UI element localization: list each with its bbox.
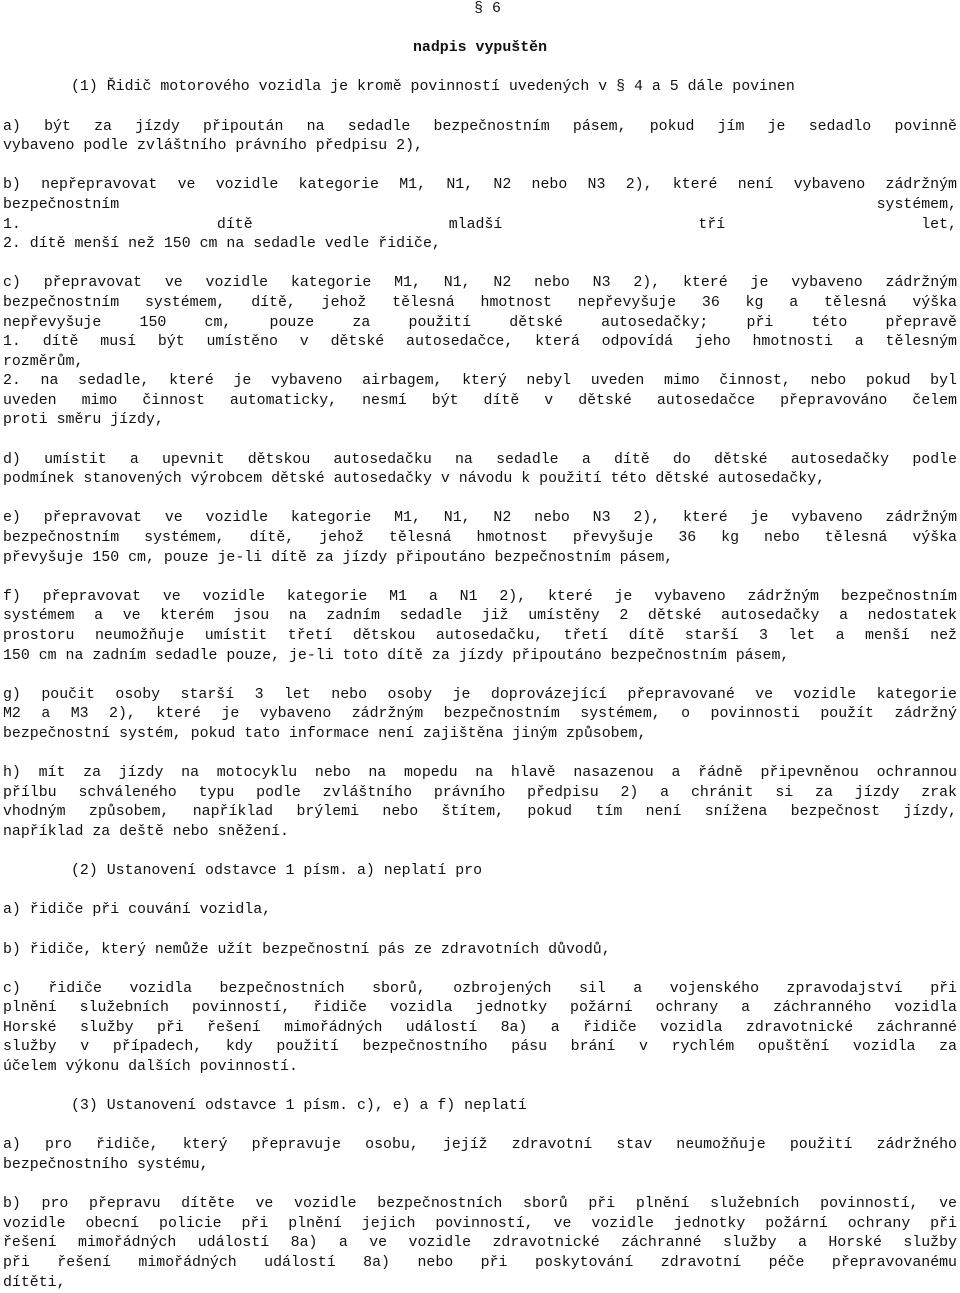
- paragraph-g: [3, 686, 957, 745]
- section-title: nadpis vypuštěn: [412, 40, 548, 57]
- text-line: c) řidiče vozidla bezpečnostních sborů, ozbrojených sil a vojenského zpravodajství při: [3, 980, 957, 997]
- paragraph-b: [3, 176, 957, 254]
- paragraph-p3: [3, 1097, 957, 1117]
- paragraph-p3b: [3, 1195, 957, 1293]
- text-line: převyšuje 150 cm, pouze je-li dítě za jízdy připoutáno bezpečnostním pásem,: [3, 549, 674, 566]
- text-line: (3) Ustanovení odstavce 1 písm. c), e) a f) neplatí: [71, 1098, 527, 1115]
- text-line: (2) Ustanovení odstavce 1 písm. a) neplatí pro: [71, 863, 483, 880]
- paragraph-c: [3, 274, 957, 431]
- text-line: c) přepravovat ve vozidle kategorie M1, N1, N2 nebo N3 2), které je vybaveno zádržným: [3, 275, 957, 292]
- text-line: přílbu schváleného typu podle zvláštního právního předpisu 2) a chránit si za jízdy zrak: [3, 784, 957, 801]
- paragraph-p1: [3, 78, 957, 98]
- text-line: b) pro přepravu dítěte ve vozidle bezpečnostních sborů při plnění služebních povinností, ve: [3, 1196, 957, 1213]
- text-line: b) řidiče, který nemůže užít bezpečnostní pás ze zdravotních důvodů,: [3, 941, 611, 958]
- text-line: systémem a ve kterém jsou na zadním sedadle již umístěny 2 dětské autosedačky a nedostatek: [3, 608, 957, 625]
- text-line: služby v případech, kdy použití bezpečnostního pásu brání v rychlém opuštění vozidla za: [3, 1039, 957, 1056]
- text-line: podmínek stanovených výrobcem dětské autosedačky v návodu k použití této dětské autosedačky,: [3, 471, 826, 488]
- text-line: f) přepravovat ve vozidle kategorie M1 a N1 2), které je vybaveno zádržným bezpečnostním: [3, 588, 957, 605]
- text-line: rozměrům,: [3, 353, 84, 370]
- paragraph-p2: [3, 862, 957, 882]
- text-line: uveden mimo činnost automaticky, nesmí být dítě v dětské autosedačce přepravováno čelem: [3, 392, 957, 409]
- text-line: (1) Řidič motorového vozidla je kromě povinností uvedených v § 4 a 5 dále povinen: [71, 79, 795, 96]
- text-line: bezpečnostní systém, pokud tato informace není zajištěna jiným způsobem,: [3, 725, 647, 742]
- text-line: bezpečnostního systému,: [3, 1157, 209, 1174]
- text-line: d) umístit a upevnit dětskou autosedačku na sedadle a dítě do dětské autosedačky podle: [3, 451, 957, 468]
- text-line: g) poučit osoby starší 3 let nebo osoby je doprovázející přepravované ve vozidle kategorie: [3, 686, 957, 703]
- text-line: proti směru jízdy,: [3, 412, 164, 429]
- text-line: účelem výkonu dalších povinností.: [3, 1059, 298, 1076]
- paragraph-d: [3, 451, 957, 490]
- text-line: 150 cm na zadním sedadle pouze, je-li toto dítě za jízdy připoutáno bezpečnostním pásem,: [3, 647, 790, 664]
- paragraph-e: [3, 509, 957, 568]
- text-line: například za deště nebo sněžení.: [3, 823, 289, 840]
- paragraph-h: [3, 764, 957, 842]
- text-line: prostoru neumožňuje umístit třetí dětskou autosedačku, třetí dítě starší 3 let a menší než: [3, 628, 957, 644]
- document-body: [3, 78, 957, 1293]
- paragraph-f: [3, 588, 957, 666]
- text-line: h) mít za jízdy na motocyklu nebo na mopedu na hlavě nasazenou a řádně připevněnou ochrannou: [3, 765, 957, 782]
- text-line: plnění služebních povinností, řidiče vozidla jednotky požární ochrany a záchranného vozidla: [3, 1000, 957, 1017]
- text-line: vybaveno podle zvláštního právního předpisu 2),: [3, 138, 423, 155]
- document-page: [3, 0, 957, 1293]
- text-line: při řešení mimořádných událostí 8a) nebo při poskytování zdravotní péče přepravovanému: [3, 1255, 957, 1271]
- paragraph-p2a: [3, 901, 957, 921]
- text-line: bezpečnostním systémem, dítě, jehož tělesná hmotnost nepřevyšuje 36 kg a tělesná výška: [3, 294, 957, 311]
- text-line: nepřevyšuje 150 cm, pouze za použití dětské autosedačky; při této přepravě: [3, 314, 957, 331]
- paragraph-a: [3, 118, 957, 157]
- text-line: Horské služby při řešení mimořádných událostí 8a) a řidiče vozidla zdravotnické záchranné: [3, 1019, 957, 1036]
- text-line: M2 a M3 2), které je vybaveno zádržným bezpečnostním systémem, o povinnosti použít zádržný: [3, 706, 957, 723]
- paragraph-p2b: [3, 941, 957, 961]
- text-line: bezpečnostním systémem, dítě, jehož tělesná hmotnost převyšuje 36 kg nebo tělesná výška: [3, 530, 957, 547]
- text-line: a) pro řidiče, který přepravuje osobu, jejíž zdravotní stav neumožňuje použití zádržného: [3, 1137, 957, 1154]
- text-line: dítěti,: [3, 1274, 66, 1291]
- section-number: § 6: [474, 1, 501, 17]
- text-line: e) přepravovat ve vozidle kategorie M1, N1, N2 nebo N3 2), které je vybaveno zádržným: [3, 510, 957, 527]
- paragraph-p2c: [3, 980, 957, 1078]
- text-line: bezpečnostním systémem,: [3, 196, 957, 213]
- paragraph-p3a: [3, 1136, 957, 1175]
- text-line: vozidle obecní policie při plnění jejich povinností, ve vozidle jednotky požární ochrany při: [3, 1215, 957, 1232]
- text-line: 2. na sedadle, které je vybaveno airbagem, který nebyl uveden mimo činnost, nebo pokud byl: [3, 373, 957, 390]
- text-line: vhodným způsobem, například brýlemi nebo štítem, pokud tím není snížena bezpečnost jízdy,: [3, 804, 957, 821]
- text-line: a) řidiče při couvání vozidla,: [3, 902, 272, 919]
- text-line: a) být za jízdy připoután na sedadle bezpečnostním pásem, pokud jím je sedadlo povinně: [3, 118, 957, 135]
- text-line: 2. dítě menší než 150 cm na sedadle vedle řidiče,: [3, 236, 441, 253]
- text-line: 1. dítě mladší tří let,: [3, 216, 957, 233]
- text-line: řešení mimořádných událostí 8a) a ve vozidle zdravotnické záchranné služby a Horské služby: [3, 1235, 957, 1252]
- text-line: b) nepřepravovat ve vozidle kategorie M1, N1, N2 nebo N3 2), které není vybaveno zádržným: [3, 177, 957, 194]
- text-line: 1. dítě musí být umístěno v dětské autosedačce, která odpovídá jeho hmotnosti a tělesným: [3, 334, 957, 351]
